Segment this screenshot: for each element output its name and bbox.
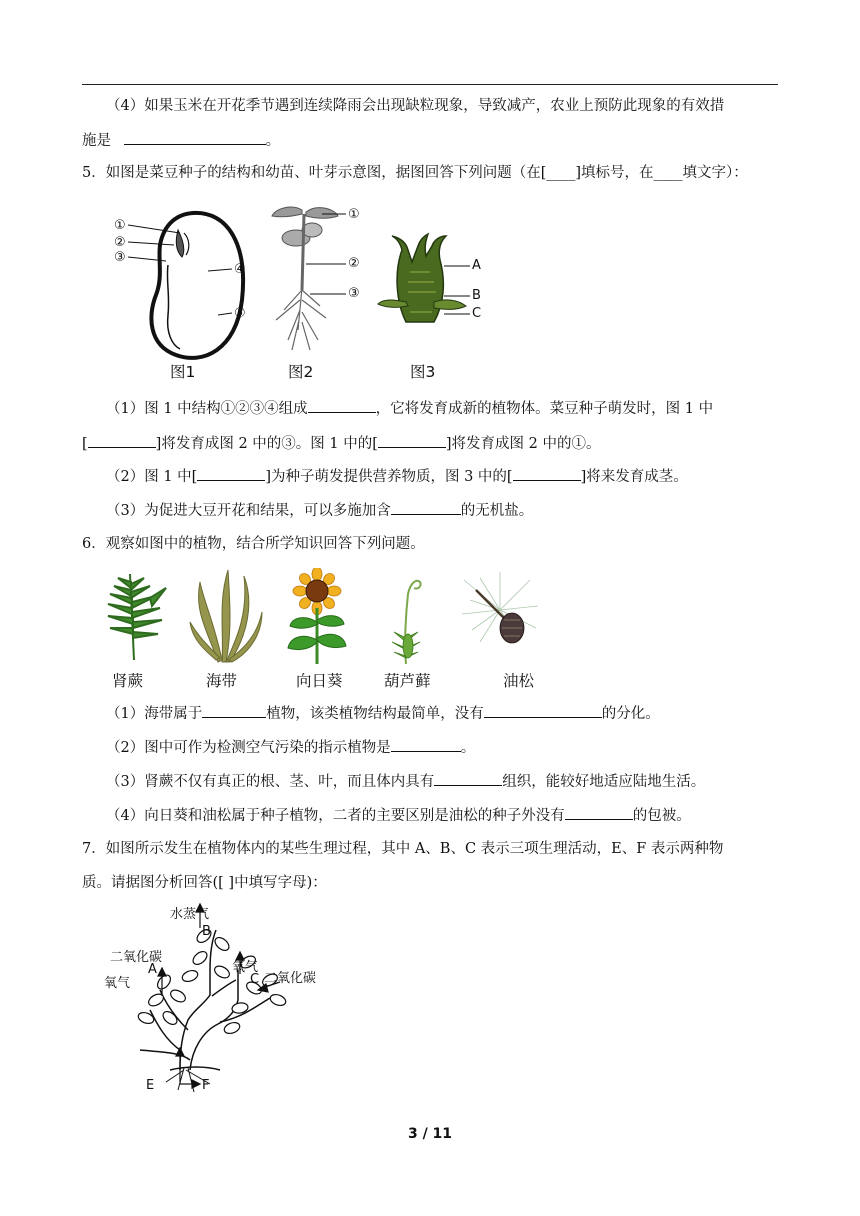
q6-part1 (106, 703, 660, 724)
plant-label-kelp: 海带 (206, 672, 238, 690)
label-water-vapor: 水蒸气 (170, 907, 210, 922)
q6-part4 (106, 805, 691, 826)
answer-blank[interactable] (378, 433, 446, 448)
fig3-label-c: C (472, 306, 482, 321)
q6-title: 6．观察如图中的植物，结合所学知识回答下列问题。 (82, 536, 425, 552)
q6-text: 的分化。 (601, 706, 660, 722)
fern-image (100, 568, 170, 664)
label-co2-left: 二氧化碳 (110, 950, 163, 965)
kelp-image (188, 562, 266, 668)
q5-text: 的无机盐。 (460, 503, 534, 519)
answer-blank[interactable] (513, 466, 581, 481)
leaf-bud-leader-lines (444, 258, 474, 322)
pine-image (460, 570, 542, 666)
answer-blank[interactable] (88, 433, 156, 448)
fig1-caption: 图1 (170, 363, 196, 381)
answer-blank[interactable] (124, 130, 266, 145)
bean-seed-figure (108, 205, 268, 375)
seedling-figure (262, 200, 352, 360)
q5-text: ]将发育成图 2 中的③。图 1 中的[ (155, 436, 378, 452)
q5-part1-line2 (82, 433, 600, 454)
fig1-label-1: ① (114, 218, 126, 233)
top-rule (82, 84, 778, 85)
q5-text: （1）图 1 中结构①②③④组成 (106, 401, 308, 417)
q5-part3 (106, 500, 533, 521)
q6-text: 组织，能较好地适应陆地生活。 (502, 774, 706, 790)
q5-part2 (106, 466, 688, 487)
q4-part4-line2 (82, 130, 280, 151)
q6-text: （1）海带属于 (106, 706, 203, 722)
plant-physiology-diagram (120, 900, 340, 1098)
q4-part4-line1: （4）如果玉米在开花季节遇到连续降雨会出现缺粒现象，导致减产，农业上预防此现象的有效措 (106, 98, 725, 114)
label-b: B (202, 924, 211, 939)
q5-text: ]将来发育成茎。 (580, 469, 688, 485)
q6-text: 的包被。 (632, 808, 691, 824)
label-o2-right: 氧气 (232, 960, 259, 975)
fig1-label-3: ③ (114, 250, 126, 265)
q6-part2 (106, 737, 475, 758)
fig2-label-2: ② (348, 256, 360, 271)
answer-blank[interactable] (197, 466, 265, 481)
moss-image (384, 572, 432, 668)
label-f: F (202, 1078, 210, 1093)
fig3-label-a: A (472, 258, 481, 273)
answer-blank[interactable] (434, 771, 502, 786)
q4-part4-text-a: 施是 (82, 133, 111, 149)
label-co2-right: 二氧化碳 (264, 971, 317, 986)
q5-text: ]为种子萌发提供营养物质，图 3 中的[ (265, 469, 513, 485)
label-o2-left: 氧气 (104, 976, 131, 991)
answer-blank[interactable] (484, 703, 602, 718)
plant-label-fern: 肾蕨 (112, 672, 144, 690)
plant-label-pine: 油松 (503, 672, 535, 690)
label-e: E (146, 1078, 155, 1093)
answer-blank[interactable] (391, 500, 461, 515)
label-c: C (250, 972, 260, 987)
fig1-label-5: ⑤ (234, 306, 246, 321)
fig1-label-2: ② (114, 235, 126, 250)
q5-text: ]将发育成图 2 中的①。 (445, 436, 601, 452)
fig1-label-4: ④ (234, 262, 246, 277)
q6-text: 。 (460, 740, 476, 756)
q6-part3 (106, 771, 705, 792)
q4-part4-text-b: 。 (265, 133, 281, 149)
fig3-caption: 图3 (410, 363, 436, 381)
q5-title: 5．如图是菜豆种子的结构和幼苗、叶芽示意图，据图回答下列问题（在[____]填标号，在____填文字）： (82, 165, 748, 181)
plant-label-moss: 葫芦藓 (384, 672, 431, 690)
answer-blank[interactable] (308, 398, 376, 413)
fig3-label-b: B (472, 288, 481, 303)
q6-text: （3）肾蕨不仅有真正的根、茎、叶，而且体内具有 (106, 774, 435, 790)
answer-blank[interactable] (202, 703, 266, 718)
q5-text: （3）为促进大豆开花和结果，可以多施加含 (106, 503, 391, 519)
q6-text: （4）向日葵和油松属于种子植物，二者的主要区别是油松的种子外没有 (106, 808, 565, 824)
q6-text: 植物，该类植物结构最简单，没有 (266, 706, 484, 722)
answer-blank[interactable] (391, 737, 461, 752)
page-number: 3 / 11 (407, 1126, 453, 1142)
sunflower-image (286, 568, 348, 666)
fig2-caption: 图2 (288, 363, 314, 381)
q7-line2: 质。请据图分析回答([ ]中填写字母)： (82, 875, 327, 891)
plant-label-sunflower: 向日葵 (296, 672, 343, 690)
fig2-label-3: ③ (348, 286, 360, 301)
q5-text: [ (82, 436, 88, 452)
q5-text: ，它将发育成新的植物体。菜豆种子萌发时，图 1 中 (375, 401, 714, 417)
label-a: A (148, 962, 157, 977)
q7-line1: 7．如图所示发生在植物体内的某些生理过程，其中 A、B、C 表示三项生理活动，E、F 表示两种物 (82, 841, 724, 857)
fig2-label-1: ① (348, 207, 360, 222)
answer-blank[interactable] (565, 805, 633, 820)
q5-text: （2）图 1 中[ (106, 469, 198, 485)
q5-part1-line1 (106, 398, 713, 419)
q6-text: （2）图中可作为检测空气污染的指示植物是 (106, 740, 391, 756)
